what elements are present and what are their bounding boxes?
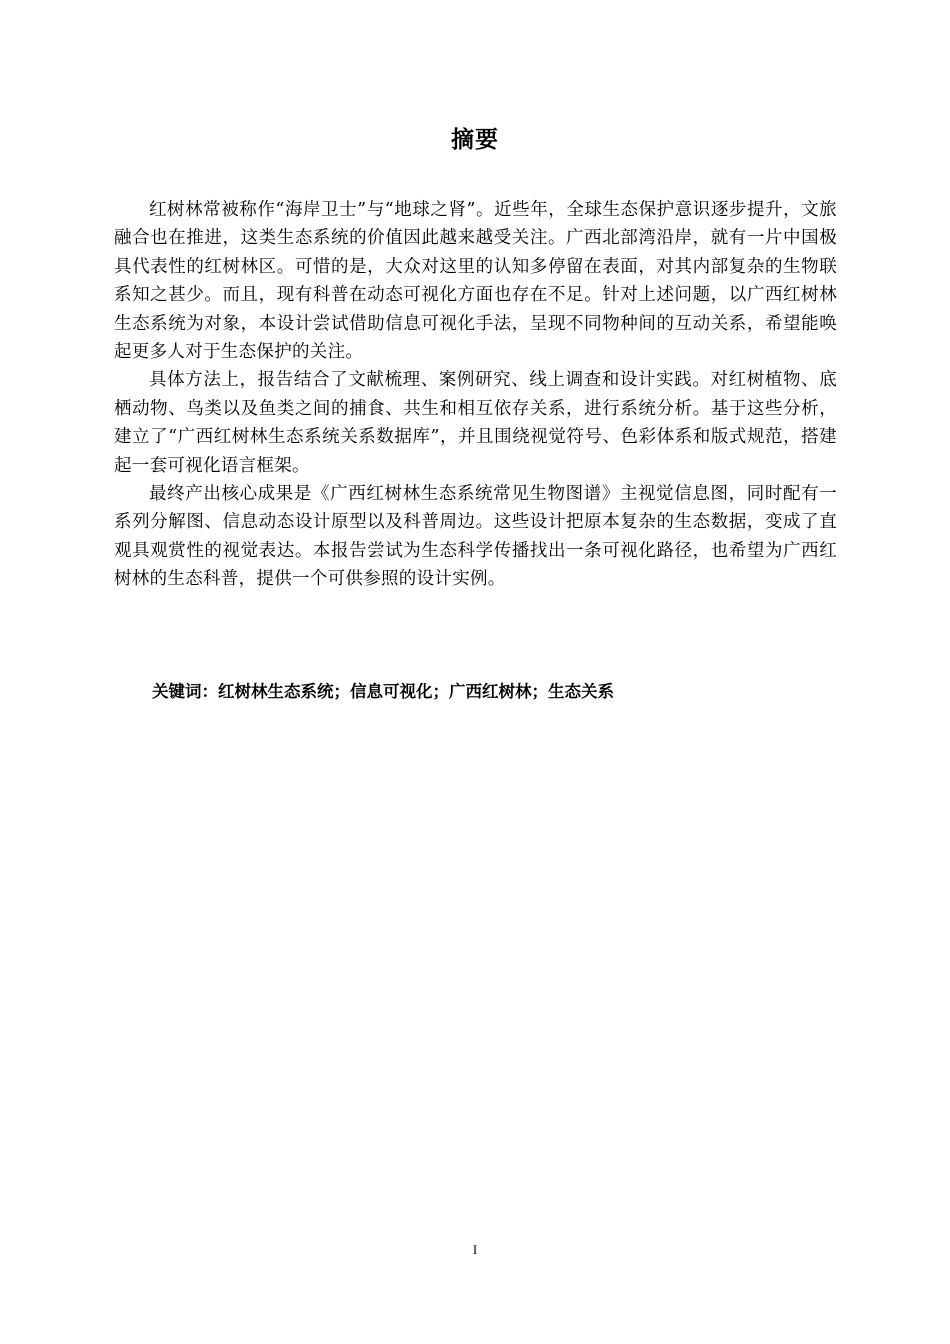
abstract-title: 摘要: [451, 127, 499, 153]
page-number: I: [472, 1242, 478, 1257]
abstract-paragraph-1: 红树林常被称作“海岸卫士”与“地球之肾”。近些年，全球生态保护意识逐步提升，文旅融合也在推进，这类生态系统的价值因此越来越受关注。广西北部湾沿岸，就有一片中国极具代表性的红树林区。可惜的是，大众对这里的认知多停留在表面，对其内部复杂的生物联系知之甚少。而且，现有科普在动态可视化方面也存在不足。针对上述问题，以广西红树林生态系统为对象，本设计尝试借助信息可视化手法，呈现不同物种间的互动关系，希望能唤起更多人对于生态保护的关注。: [114, 200, 837, 363]
keywords-line: 关键词：红树林生态系统；信息可视化；广西红树林；生态关系: [152, 682, 614, 701]
abstract-body: [114, 196, 837, 594]
abstract-paragraph-2: 具体方法上，报告结合了文献梳理、案例研究、线上调查和设计实践。对红树植物、底栖动物、鸟类以及鱼类之间的捕食、共生和相互依存关系，进行系统分析。基于这些分析，建立了“广西红树林生态系统关系数据库”，并且围绕视觉符号、色彩体系和版式规范，搭建起一套可视化语言框架。: [114, 370, 837, 476]
abstract-paragraph-3: 最终产出核心成果是《广西红树林生态系统常见生物图谱》主视觉信息图，同时配有一系列分解图、信息动态设计原型以及科普周边。这些设计把原本复杂的生态数据，变成了直观具观赏性的视觉表达。本报告尝试为生态科学传播找出一条可视化路径，也希望为广西红树林的生态科普，提供一个可供参照的设计实例。: [114, 484, 837, 590]
